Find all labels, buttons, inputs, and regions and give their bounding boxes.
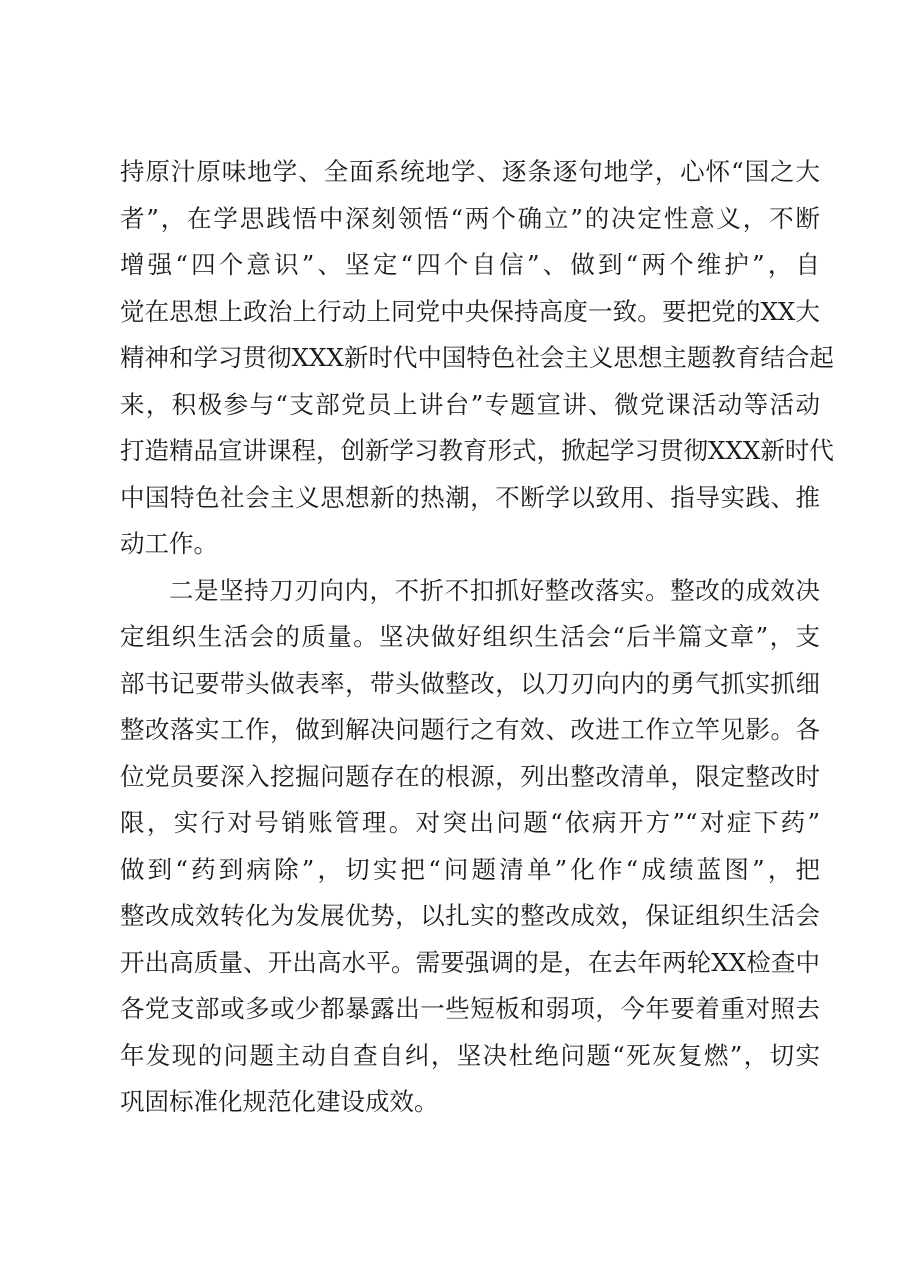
paragraph-1-line-3: 增强“四个意识”、坚定“四个自信”、做到“两个维护”，自 [120, 250, 820, 279]
paragraph-2-line-11: 年发现的问题主动自查自纠，坚决杜绝问题“死灰复燃”，切实 [120, 1040, 820, 1070]
paragraph-1-line-8: 中国特色社会主义思想新的热潮，不断学以致用、指导实践、推 [120, 482, 820, 512]
paragraph-1-line-9: 动工作。 [120, 529, 218, 558]
paragraph-2-line-7: 做到“药到病除”，切实把“问题清单”化作“成绩蓝图”，把 [120, 854, 820, 884]
paragraph-1-line-6: 来，积极参与“支部党员上讲台”专题宣讲、微党课活动等活动 [120, 389, 820, 419]
paragraph-2-line-6: 限，实行对号销账管理。对突出问题“依病开方”“对症下药” [120, 808, 820, 837]
paragraph-1 [120, 149, 834, 568]
paragraph-2-line-1: 二是坚持刀刃向内，不折不扣抓好整改落实。整改的成效决 [169, 575, 820, 605]
paragraph-2-line-9: 开出高质量、开出高水平。需要强调的是，在去年两轮XX检查中 [120, 947, 820, 977]
paragraph-1-line-7: 打造精品宣讲课程，创新学习教育形式，掀起学习贯彻XXX新时代 [120, 436, 834, 465]
document-body [120, 149, 834, 1126]
paragraph-2-line-5: 位党员要深入挖掘问题存在的根源，列出整改清单，限定整改时 [120, 761, 820, 791]
paragraph-1-line-2: 者”，在学思践悟中深刻领悟“两个确立”的决定性意义，不断 [120, 203, 820, 233]
paragraph-2-line-3: 部书记要带头做表率，带头做整改，以刀刃向内的勇气抓实抓细 [120, 668, 820, 698]
paragraph-1-line-1: 持原汁原味地学、全面系统地学、逐条逐句地学，心怀“国之大 [120, 157, 820, 186]
paragraph-1-line-5: 精神和学习贯彻XXX新时代中国特色社会主义思想主题教育结合起 [120, 343, 834, 372]
paragraph-2-line-4: 整改落实工作，做到解决问题行之有效、改进工作立竿见影。各 [120, 715, 820, 744]
paragraph-2 [120, 568, 820, 1126]
paragraph-1-line-4: 觉在思想上政治上行动上同党中央保持高度一致。要把党的XX大 [120, 296, 820, 326]
paragraph-2-line-10: 各党支部或多或少都暴露出一些短板和弱项，今年要着重对照去 [120, 994, 820, 1023]
paragraph-2-line-8: 整改成效转化为发展优势，以扎实的整改成效，保证组织生活会 [120, 901, 820, 930]
paragraph-2-line-12: 巩固标准化规范化建设成效。 [120, 1087, 439, 1116]
paragraph-2-line-2: 定组织生活会的质量。坚决做好组织生活会“后半篇文章”，支 [120, 622, 820, 651]
